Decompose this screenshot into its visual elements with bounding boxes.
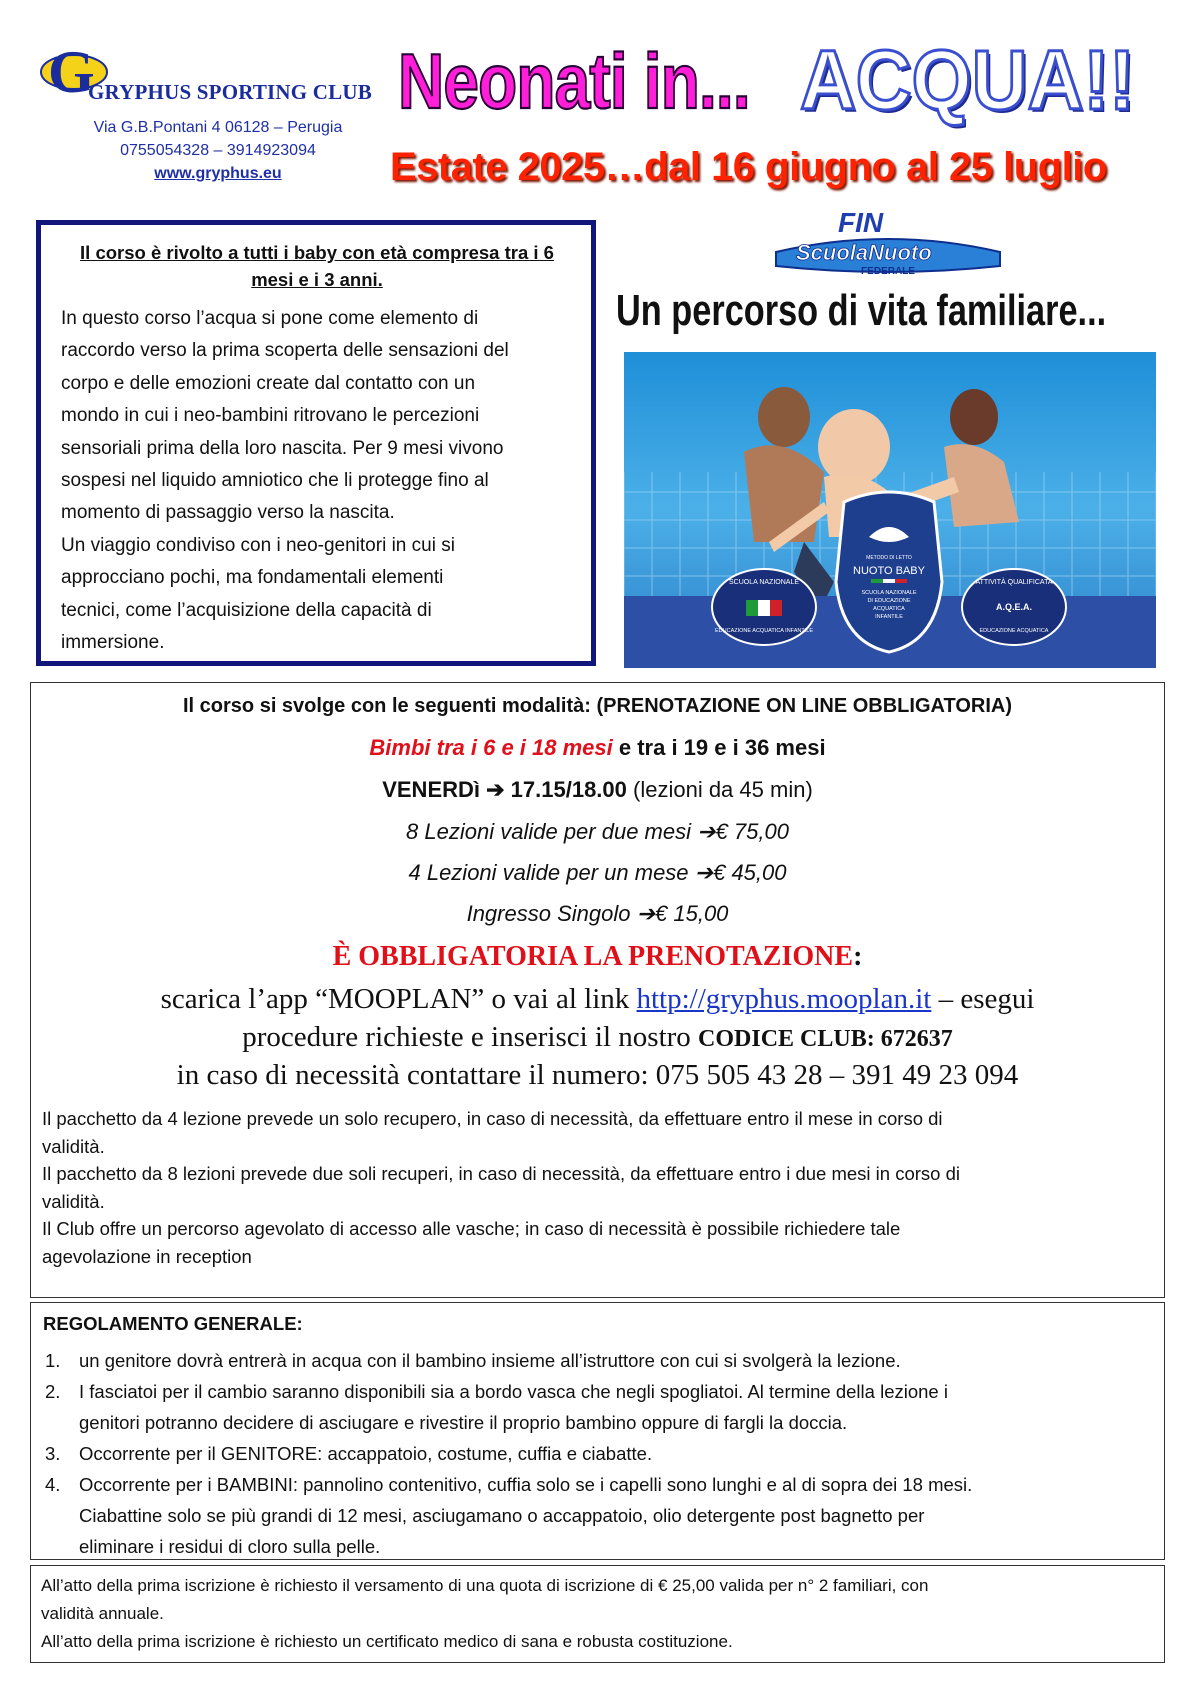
rule-item: 3. Occorrente per il GENITORE: accappatoio, costume, cuffia e ciabatte.	[45, 1443, 653, 1464]
svg-text:G: G	[48, 42, 95, 105]
club-name: GRYPHUS SPORTING CLUB	[88, 80, 372, 104]
fin-scuola-nuoto-logo	[768, 206, 1008, 280]
tagline: Un percorso di vita familiare...	[616, 286, 1107, 335]
note-line: validità.	[42, 1135, 105, 1157]
booking-title-text: È OBBLIGATORIA LA PRENOTAZIONE	[332, 941, 854, 972]
arrow-right-icon: ➔	[691, 819, 716, 844]
course-duration: (lezioni da 45 min)	[626, 777, 813, 802]
course-ages-rest: e tra i 19 e i 36 mesi	[612, 735, 826, 760]
club-contacts	[68, 116, 368, 185]
price-value: € 45,00	[713, 860, 787, 885]
booking-instructions-line1: scarica l’app “MOOPLAN” o vai al link http://gryphus.mooplan.it – esegui	[160, 983, 1035, 1015]
note-line: validità.	[42, 1190, 105, 1212]
svg-text:SCUOLA NAZIONALE: SCUOLA NAZIONALE	[728, 579, 800, 586]
club-logo	[38, 42, 378, 112]
fee-line: validità annuale.	[41, 1604, 164, 1623]
rule-item: 1. un genitore dovrà entrerà in acqua con il bambino insieme all’istruttore con cui si svolgerà la lezione.	[45, 1350, 901, 1371]
intro-line: approcciano pochi, ma fondamentali elementi	[61, 567, 444, 589]
course-day: VENERDì	[382, 777, 480, 802]
intro-body	[61, 303, 573, 659]
club-code: CODICE CLUB: 672637	[698, 1026, 953, 1052]
svg-text:ACQUATICA: ACQUATICA	[873, 606, 905, 612]
rule-item: 2. I fasciatoi per il cambio saranno disponibili sia a bordo vasca che negli spogliatoi. Al termine della lezione i genitori potranno decidere di asciugare e rivestire il proprio bambino oppure di fargli la doccia.	[45, 1381, 948, 1433]
rules-list	[43, 1345, 1148, 1562]
price-value: € 15,00	[655, 901, 729, 926]
svg-text:DI EDUCAZIONE: DI EDUCAZIONE	[867, 598, 911, 604]
booking-instructions-line2: procedure richieste e inserisci il nostro CODICE CLUB: 672637	[242, 1021, 953, 1053]
note-line: Il Club offre un percorso agevolato di accesso alle vasche; in caso di necessità è possibile richiedere tale	[42, 1218, 901, 1239]
intro-line: raccordo verso la prima scoperta delle sensazioni del	[61, 340, 509, 362]
price-8-lessons	[31, 819, 1164, 845]
course-time: 17.15/18.00	[510, 777, 627, 802]
intro-line: momento di passaggio verso la nascita.	[61, 502, 395, 524]
intro-line: corpo e delle emozioni create dal contatto con un	[61, 372, 476, 394]
svg-text:EDUCAZIONE ACQUATICA: EDUCAZIONE ACQUATICA	[979, 628, 1049, 634]
svg-text:EDUCAZIONE ACQUATICA INFANTILE: EDUCAZIONE ACQUATICA INFANTILE	[715, 628, 813, 634]
course-ages	[31, 735, 1164, 761]
mooplan-link[interactable]: http://gryphus.mooplan.it	[636, 983, 932, 1015]
page-title	[398, 28, 1178, 128]
intro-line: Un viaggio condiviso con i neo-genitori in cui si	[61, 534, 455, 556]
rule-item: 4. Occorrente per i BAMBINI: pannolino contenitivo, cuffia solo se i capelli sono lunghi e al di sopra dei 18 mesi. Ciabattine solo se più grandi di 12 mesi, asciugamano o accappatoio, olio detergente post bagnetto per eliminare i residui di cloro sulla pelle.	[45, 1474, 973, 1557]
note-line: Il pacchetto da 8 lezioni prevede due soli recuperi, in caso di necessità, da effettuare entro i due mesi in corso di	[42, 1163, 960, 1184]
intro-heading: Il corso è rivolto a tutti i baby con età compresa tra i 6 mesi e i 3 anni.	[80, 242, 554, 290]
arrow-right-icon: ➔	[630, 901, 656, 926]
course-ages-highlight: Bimbi tra i 6 e i 18 mesi	[369, 735, 613, 760]
price-label: Ingresso Singolo	[466, 901, 631, 926]
aqea-badge	[962, 569, 1066, 645]
nuoto-baby-badge	[836, 492, 942, 652]
title-part-neonati: Neonati in...	[398, 37, 750, 125]
federale-wordmark: FEDERALE	[861, 266, 915, 277]
course-schedule	[31, 777, 1164, 803]
course-heading: Il corso si svolge con le seguenti modalità: (PRENOTAZIONE ON LINE OBBLIGATORIA)	[183, 695, 1012, 717]
club-phones: 0755054328 – 3914923094	[120, 142, 316, 159]
fin-wordmark: FIN	[838, 207, 884, 238]
scuola-nuoto-wordmark: ScuolaNuoto	[796, 240, 932, 265]
note-line: Il pacchetto da 4 lezione prevede un solo recupero, in caso di necessità, da effettuare entro il mese in corso di	[42, 1108, 943, 1129]
note-line: agevolazione in reception	[42, 1245, 252, 1267]
price-label: 4 Lezioni valide per un mese	[408, 860, 689, 885]
svg-text:INFANTILE: INFANTILE	[875, 614, 903, 620]
price-value: € 75,00	[715, 819, 789, 844]
course-details-box	[30, 682, 1165, 1298]
general-rules-box	[30, 1302, 1165, 1560]
intro-line: immersione.	[61, 632, 165, 654]
svg-text:A.Q.E.A.: A.Q.E.A.	[995, 602, 1033, 612]
club-website-link[interactable]: www.gryphus.eu	[154, 165, 282, 182]
intro-line: sospesi nel liquido amniotico che li protegge fino al	[61, 470, 489, 492]
arrow-right-icon: ➔	[688, 860, 714, 885]
course-notes	[42, 1105, 1152, 1270]
fee-line: All’atto della prima iscrizione è richiesto un certificato medico di sana e robusta costituzione.	[41, 1632, 733, 1651]
arrow-right-icon: ➔	[480, 777, 511, 802]
price-4-lessons	[31, 860, 1164, 886]
intro-box	[36, 220, 596, 666]
price-single-entry	[31, 901, 1164, 927]
svg-text:SCUOLA NAZIONALE: SCUOLA NAZIONALE	[861, 590, 917, 596]
svg-text:METODO DI LETTO: METODO DI LETTO	[866, 555, 912, 561]
baby-swimming-photo	[624, 352, 1156, 668]
intro-line: sensoriali prima della loro nascita. Per 9 mesi vivono	[61, 437, 504, 459]
intro-line: tecnici, come l’acquisizione della capacità di	[61, 599, 432, 621]
booking-title: È OBBLIGATORIA LA PRENOTAZIONE:	[332, 941, 863, 972]
svg-text:ATTIVITÀ QUALIFICATA: ATTIVITÀ QUALIFICATA	[975, 579, 1053, 586]
page-subtitle: Estate 2025…dal 16 giugno al 25 luglio	[390, 145, 1107, 189]
enrollment-fees-box	[30, 1565, 1165, 1663]
intro-line: In questo corso l’acqua si pone come elemento di	[61, 308, 479, 329]
title-part-acqua: ACQUA!!	[800, 33, 1135, 127]
booking-contact-line: in caso di necessità contattare il numero: 075 505 43 28 – 391 49 23 094	[176, 1059, 1019, 1091]
fee-line: All’atto della prima iscrizione è richiesto il versamento di una quota di iscrizione di € 25,00 valida per n° 2 familiari, con	[41, 1576, 929, 1595]
rules-heading: REGOLAMENTO GENERALE:	[43, 1313, 303, 1334]
svg-text:NUOTO BABY: NUOTO BABY	[853, 565, 925, 577]
price-label: 8 Lezioni valide per due mesi	[406, 819, 691, 844]
club-address: Via G.B.Pontani 4 06128 – Perugia	[93, 119, 343, 136]
scuola-nazionale-badge	[712, 569, 816, 645]
intro-line: mondo in cui i neo-bambini ritrovano le percezioni	[61, 405, 480, 427]
